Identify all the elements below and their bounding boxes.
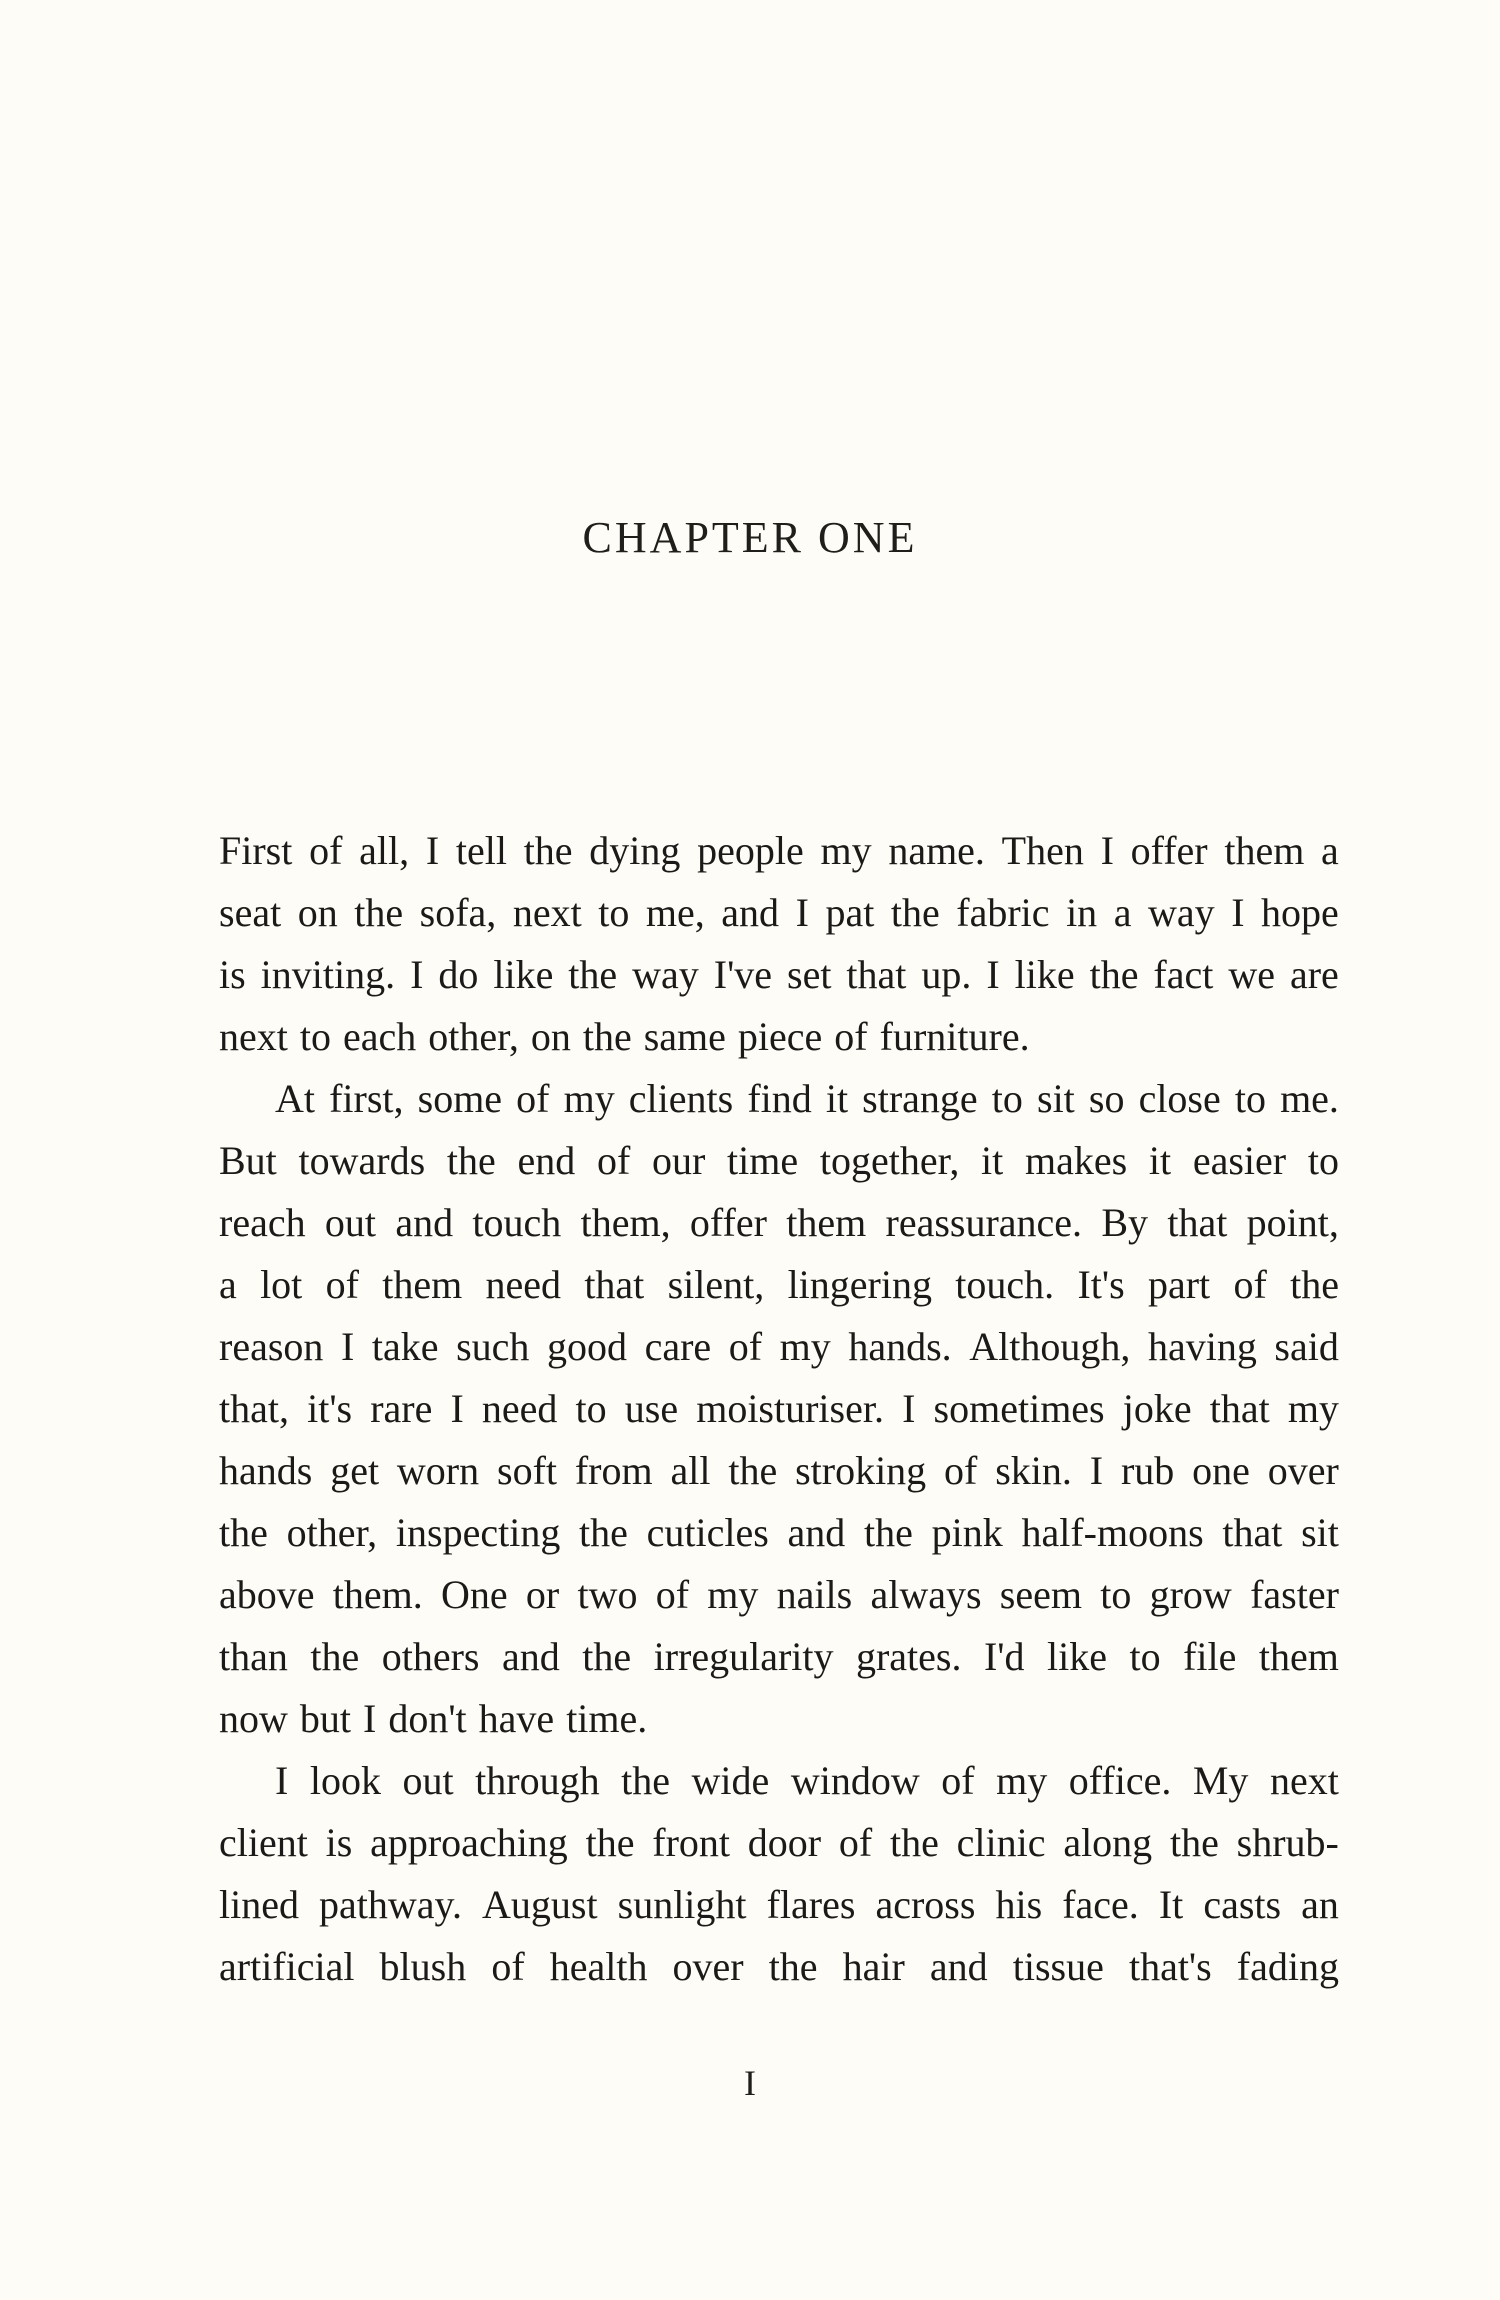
text-line: hands get worn soft from all the stroking of skin. I rub one over	[219, 1448, 1339, 1493]
text-line: a lot of them need that silent, lingering touch. It's part of the	[219, 1262, 1339, 1307]
text-line: I look out through the wide window of my office. My next	[275, 1758, 1339, 1803]
text-line: that, it's rare I need to use moisturiser. I sometimes joke that my	[219, 1386, 1339, 1431]
text-line: First of all, I tell the dying people my name. Then I offer them a	[219, 828, 1339, 873]
text-line: the other, inspecting the cuticles and the pink half-moons that sit	[219, 1510, 1339, 1555]
text-line: above them. One or two of my nails always seem to grow faster	[219, 1572, 1339, 1617]
paragraph	[219, 820, 1339, 1068]
chapter-title: CHAPTER ONE	[582, 513, 918, 562]
text-line: is inviting. I do like the way I've set that up. I like the fact we are	[219, 952, 1339, 997]
text-line: now but I don't have time.	[219, 1696, 648, 1741]
text-line: lined pathway. August sunlight flares across his face. It casts an	[219, 1882, 1339, 1927]
paragraph	[219, 1068, 1339, 1750]
text-line: artificial blush of health over the hair and tissue that's fading	[219, 1944, 1339, 1989]
text-line: reason I take such good care of my hands. Although, having said	[219, 1324, 1339, 1369]
chapter-body-text	[219, 820, 1339, 1998]
text-line: At first, some of my clients find it strange to sit so close to me.	[275, 1076, 1339, 1121]
paragraph	[219, 1750, 1339, 1998]
text-line: than the others and the irregularity grates. I'd like to file them	[219, 1634, 1339, 1679]
text-line: reach out and touch them, offer them reassurance. By that point,	[219, 1200, 1339, 1245]
text-line: seat on the sofa, next to me, and I pat the fabric in a way I hope	[219, 890, 1339, 935]
text-line: But towards the end of our time together, it makes it easier to	[219, 1138, 1339, 1183]
text-line: client is approaching the front door of the clinic along the shrub-	[219, 1820, 1339, 1865]
page-number: I	[744, 2063, 756, 2103]
text-line: next to each other, on the same piece of furniture.	[219, 1014, 1030, 1059]
